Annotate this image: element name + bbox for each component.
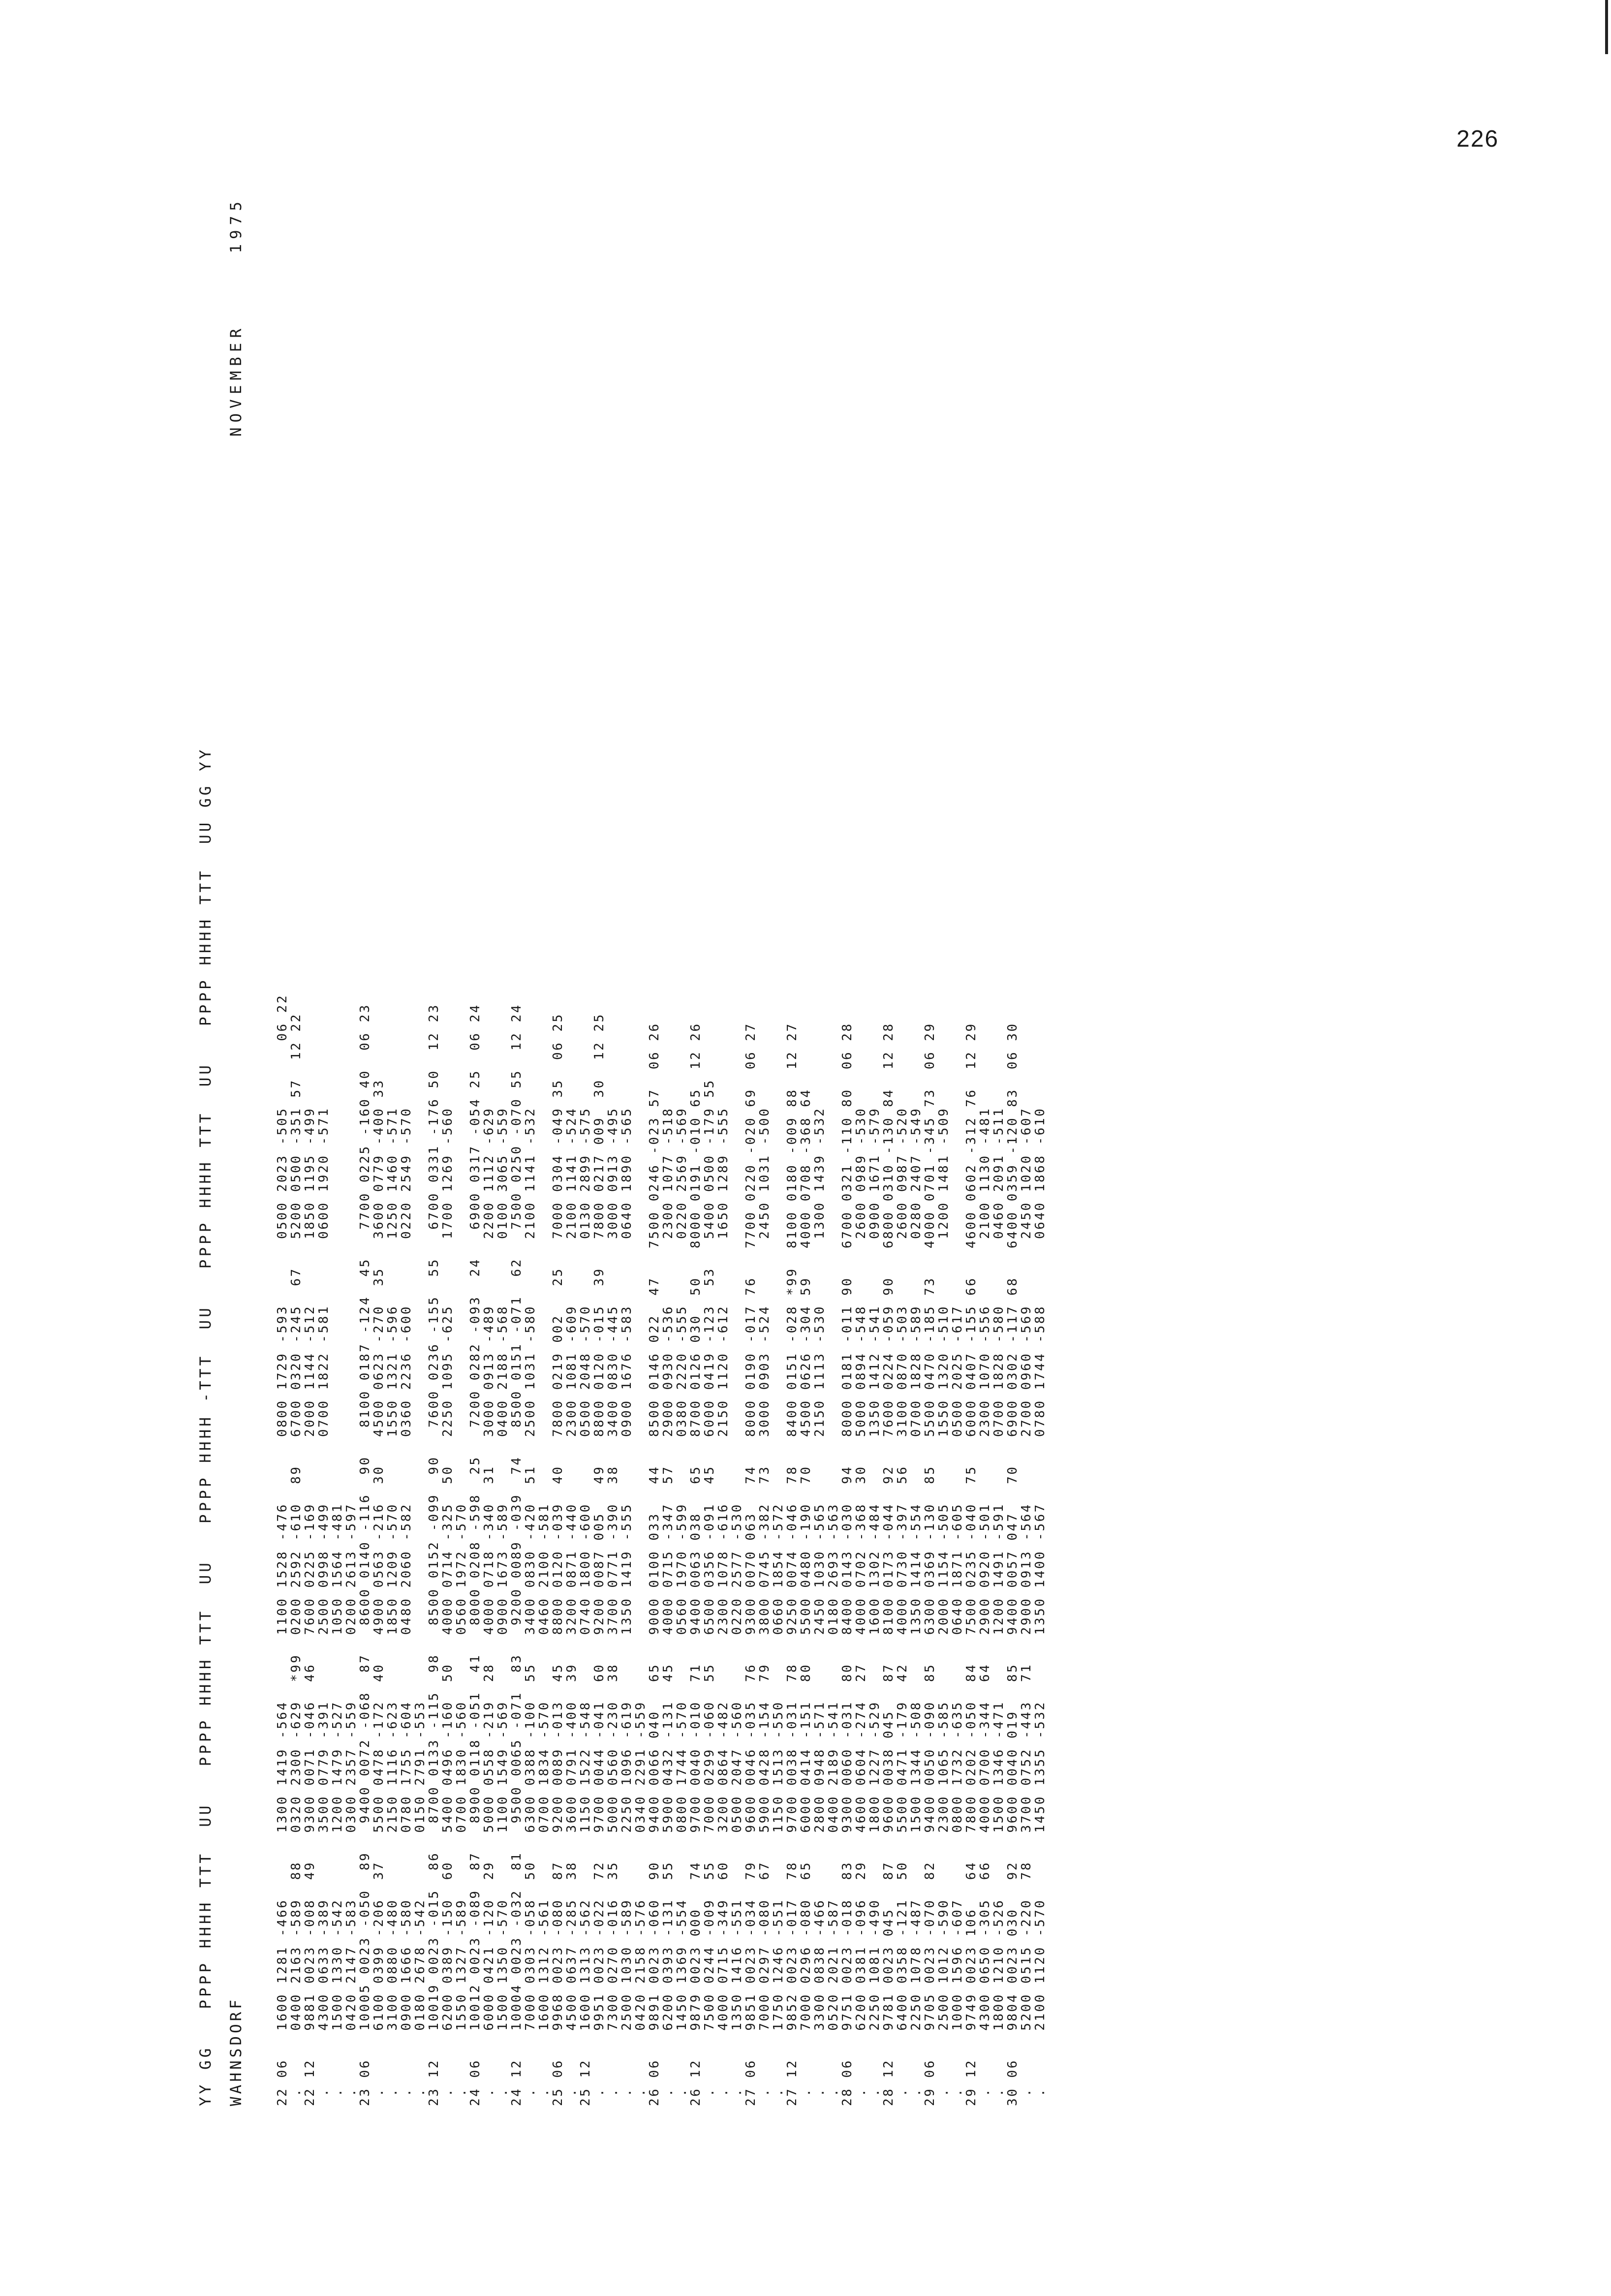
table-row: . 1550 1327 -589 0700 1830 -560 0560 1972 -570 bbox=[454, 1503, 469, 2106]
table-row: 26 06 9891 0023 -060 90 9400 0066 040 65 9000 0100 033 44 8500 0146 022 47 7500 0246 -023 57 06 26 bbox=[647, 1022, 662, 2106]
table-row: . 1750 1246 -551 1150 1513 -550 0660 1854 -572 bbox=[771, 1503, 786, 2106]
table-row: 25 12 1600 1313 -562 1150 1522 -548 0740 1800 -600 0500 2048 -570 0130 2899 -575 bbox=[578, 1107, 593, 2106]
table-row: . 6200 0381 -096 29 4600 0604 -274 27 4000 0702 -368 30 5000 0894 -548 2600 0989 -530 bbox=[854, 1107, 868, 2106]
table-row: . 6100 0399 -206 37 5500 0478 -172 40 4900 0563 -216 30 4500 0623 -270 35 3600 0779 -400 33 bbox=[372, 1079, 386, 2106]
table-row: . 1350 1416 -551 0500 2047 -560 0220 2577 -530 bbox=[730, 1503, 744, 2106]
table-row: . 1500 1330 -542 1200 1479 -527 1050 1564 -481 bbox=[330, 1503, 345, 2106]
table-row: . 6000 0421 -120 29 5000 0558 -219 28 4000 0718 -340 31 3000 0913 -489 2200 1112 -629 bbox=[482, 1107, 496, 2106]
table-row: 24 12 10004 0023 -032 81 9500 0065 -071 83 9200 0089 -039 74 8500 0151 -071 62 7500 0250 -070 55 12 24 bbox=[509, 1003, 524, 2106]
data-sheet-inner bbox=[197, 197, 1506, 2106]
table-row: 27 06 9851 0023 -034 79 9600 0046 -035 76 9300 0070 063 74 8000 0190 -017 76 7700 0220 -020 69 06 27 bbox=[744, 1022, 758, 2106]
table-row: . 1000 1596 -607 0800 1732 -635 0640 1871 -605 0500 2025 -617 bbox=[950, 1304, 965, 2106]
table-row: . 0420 2147 -583 0300 2357 -559 0200 2613 -597 bbox=[344, 1503, 359, 2106]
rotated-data-sheet bbox=[197, 197, 1506, 2106]
page-number: 226 bbox=[1456, 126, 1499, 152]
table-row: 24 06 10012 0023 -089 87 8900 0118 -051 41 8000 0208 -598 25 7200 0282 -093 24 6900 0317 -054 25 06 24 bbox=[468, 1003, 483, 2106]
table-row: . 7000 0297 -080 67 5900 0428 -154 79 3800 0745 -382 73 3000 0903 -524 2450 1031 -500 bbox=[757, 1107, 772, 2106]
table-row: . 7300 0270 -016 35 5000 0560 -230 38 3700 0771 -390 38 3400 0830 -445 3000 0913 -495 bbox=[606, 1107, 620, 2106]
table-row: . 7500 0244 -009 55 7000 0299 -060 55 6500 0356 -091 45 6000 0419 -123 53 5400 0500 -179 55 bbox=[702, 1079, 717, 2106]
table-row: 30 06 9804 0023 030 92 9600 0040 019 85 9400 0057 047 70 6900 0302 -117 68 6400 0359 -120 83 06 30 bbox=[1005, 1022, 1020, 2106]
table-row: 25 06 9968 0023 -080 87 9200 0089 -013 45 8800 0120 -039 40 7800 0219 002 25 7000 0304 -049 35 06 25 bbox=[551, 1013, 565, 2106]
table-row: . 4300 0650 -305 66 4000 0700 -344 64 2900 0920 -501 2300 1070 -556 2100 1130 -481 bbox=[978, 1107, 992, 2106]
column-header-row: YY GG PPPP HHHH TTT UU PPPP HHHH TTT UU PPPP HHHH -TTT UU PPPP HHHH TTT UU PPPP HHHH TTT UU GG YY bbox=[197, 746, 215, 2106]
table-row: . 2250 1078 -487 1500 1344 -508 1350 1414 -554 0700 1828 -589 0280 2407 -549 bbox=[909, 1107, 924, 2106]
table-row: . 2500 1012 -590 2300 1065 -585 2000 1154 -505 1550 1320 -510 1200 1481 -509 bbox=[936, 1107, 951, 2106]
table-row: 23 12 10019 0023 -015 86 8700 0133 -115 98 8500 0152 -099 90 7600 0236 -155 55 6700 0331 -176 50 12 23 bbox=[427, 1003, 441, 2106]
table-row: . 0180 2678 -542 0150 2791 -553 bbox=[413, 1701, 428, 2106]
table-row: . 0520 2021 -587 0400 2189 -541 0180 2693 -563 bbox=[826, 1503, 841, 2106]
table-row: . 2250 1081 -490 1800 1227 -529 1600 1302 -484 1350 1412 -541 0900 1671 -579 bbox=[867, 1107, 882, 2106]
data-rows bbox=[276, 994, 1047, 2106]
table-row: . 5200 0515 -220 78 3700 0752 -443 71 2900 0913 -564 2700 0960 -569 2450 1020 -607 bbox=[1019, 1107, 1034, 2106]
table-row: . 4000 0715 -349 60 3200 0864 -482 2300 1078 -616 2150 1120 -612 1650 1289 -555 bbox=[716, 1107, 731, 2106]
year-label: 1975 bbox=[227, 197, 245, 253]
table-row: . 3100 0880 -480 2150 1116 -623 1850 1209 -570 1550 1321 -596 1250 1460 -571 bbox=[385, 1107, 400, 2106]
table-row: . 6200 0389 -150 60 5400 0496 -160 50 4000 0714 -325 50 2250 1095 -625 1700 1269 -560 bbox=[440, 1107, 455, 2106]
table-row: . 4300 0633 -389 3500 0779 -391 2500 0998 -499 0700 1822 -581 0600 1920 -571 bbox=[316, 1107, 331, 2106]
table-row: . 6400 0358 -121 50 5500 0471 -179 42 4000 0730 -397 56 3100 0870 -503 2600 0987 -520 bbox=[895, 1107, 910, 2106]
table-row: 22 12 9881 0023 -008 49 9300 0071 -046 46 7600 0225 -169 2000 1144 -512 1850 1195 -499 bbox=[303, 1107, 317, 2106]
table-row: 29 06 9705 0023 -070 82 9400 0050 -090 85 6300 0369 -130 85 5500 0470 -185 73 4000 0701 -345 73 06 29 bbox=[923, 1022, 937, 2106]
table-row: 28 12 9781 0023 045 87 9600 0038 045 87 8100 0173 -044 92 7600 0224 -059 90 6800 0310 -130 84 12 28 bbox=[881, 1022, 896, 2106]
table-row: . 1800 1210 -526 1500 1346 -471 1200 1491 -591 0700 1828 -580 0460 2091 -511 bbox=[991, 1107, 1006, 2106]
table-row: 22 06 1600 1281 -466 1300 1419 -564 1100 1528 -476 0800 1729 -593 0500 2023 -505 06 22 bbox=[275, 993, 290, 2106]
table-row: . 1600 1312 -561 0700 1834 -570 0460 2100 -581 bbox=[537, 1503, 552, 2106]
table-row: . 2500 1030 -589 2250 1096 -619 1350 1419 -555 0900 1676 -583 0640 1890 -565 bbox=[620, 1107, 634, 2106]
table-row: . 1500 1350 -570 1100 1549 -569 0900 1673 -589 0400 2188 -568 0100 3065 -559 bbox=[496, 1107, 510, 2106]
table-row: . 7000 0296 -080 65 6000 0414 -151 80 5500 0480 -190 70 4500 0626 -304 59 4000 0708 -368 64 bbox=[799, 1088, 813, 2106]
table-row: . 3300 0838 -466 2800 0948 -571 2450 1030 -565 2150 1113 -530 1300 1439 -532 bbox=[812, 1107, 827, 2106]
table-row: . 0400 2163 -589 88 0320 2300 -629 *99 0200 2592 -610 89 6700 0320 -245 67 5200 0500 -351 57 12 22 bbox=[289, 1013, 304, 2106]
table-row: . 0900 1666 -580 0780 1755 -604 0480 2060 -582 0360 2236 -600 0220 2549 -570 bbox=[399, 1107, 414, 2106]
table-row: . 7000 0303 -058 50 6300 0388 -100 55 3400 0830 -420 51 2500 1031 -580 2100 1141 -532 bbox=[523, 1107, 538, 2106]
table-row: . 9951 0023 -022 72 9700 0044 -041 60 9200 0087 005 49 8800 0120 -015 39 7800 0217 009 30 12 25 bbox=[592, 1013, 607, 2106]
station-name: WAHNSDORF bbox=[227, 1997, 245, 2106]
month-label: NOVEMBER bbox=[227, 323, 245, 437]
table-row: . 2100 1120 -570 1450 1355 -532 1350 1400 -567 0780 1744 -588 0640 1868 -610 bbox=[1033, 1107, 1048, 2106]
table-row: 28 06 9751 0023 -018 83 9300 0060 -031 80 8400 0143 -030 94 8000 0181 -011 90 6700 0321 -110 80 06 28 bbox=[840, 1022, 855, 2106]
table-row: 27 12 9852 0023 -017 78 9700 0038 -031 78 9250 0074 -046 78 8400 0151 -028 *99 8100 0180 -009 88 12 27 bbox=[785, 1022, 800, 2106]
table-row: . 4500 0637 -285 38 3600 0791 -400 39 3200 0871 -440 2300 1081 -609 2100 1141 -524 bbox=[564, 1107, 579, 2106]
table-row: 23 06 10005 0023 -050 89 9400 0072 -068 87 8600 0140 -116 90 8100 0187 -124 45 7700 0225 -160 40 06 23 bbox=[358, 1003, 372, 2106]
table-row: . 1450 1369 -554 0800 1744 -570 0560 1970 -599 0380 2220 -555 0220 2569 -569 bbox=[675, 1107, 689, 2106]
table-row: 26 12 9879 0023 000 74 9700 0040 -010 71 9400 0063 038 65 8700 0126 030 50 8000 0191 -010 65 12 26 bbox=[688, 1022, 703, 2106]
table-row: . 6200 0393 -131 55 5900 0432 -131 45 4000 0715 -347 57 2900 0930 -536 2300 1077 -518 bbox=[661, 1107, 676, 2106]
month-year-label bbox=[227, 197, 245, 436]
scan-edge-mark bbox=[1605, 0, 1608, 54]
table-row: 29 12 9749 0023 106 64 7800 0202 -050 84 7500 0235 -040 75 6000 0407 -155 66 4600 0602 -312 76 12 29 bbox=[964, 1022, 979, 2106]
table-row: . 0420 2158 -576 0340 2291 -559 bbox=[633, 1701, 648, 2106]
